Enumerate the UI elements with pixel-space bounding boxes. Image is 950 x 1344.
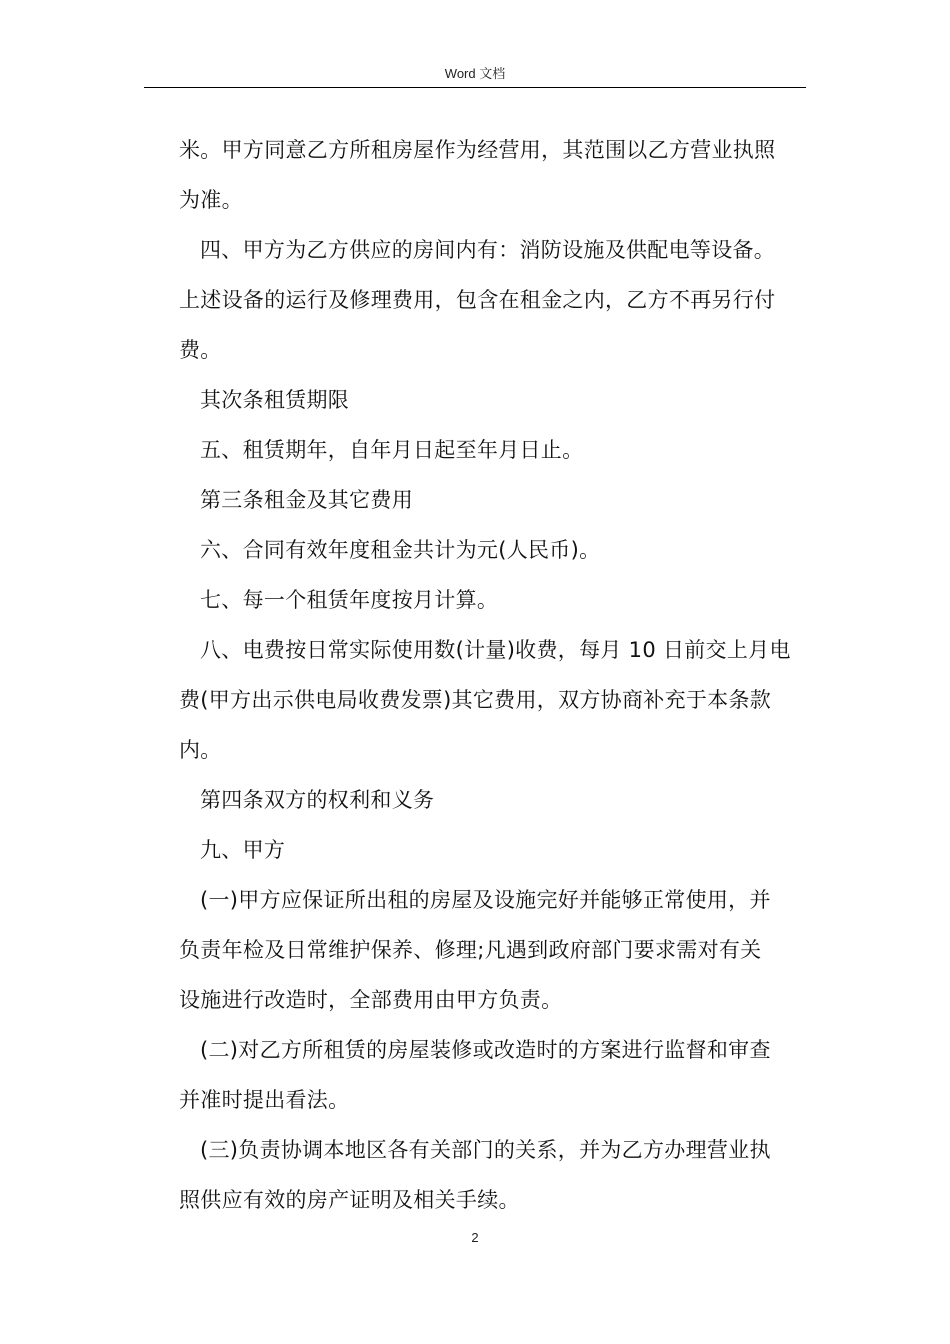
paragraph-line: 米。甲方同意乙方所租房屋作为经营用，其范围以乙方营业执照 <box>179 138 776 162</box>
paragraph-line: 费。 <box>179 338 222 362</box>
paragraph-line: 八、电费按日常实际使用数(计量)收费，每月 10 日前交上月电 <box>200 638 791 662</box>
paragraph-line: 六、合同有效年度租金共计为元(人民币)。 <box>200 538 601 562</box>
paragraph-line: 第三条租金及其它费用 <box>200 488 413 512</box>
header-rule <box>144 87 806 88</box>
paragraph-line: 并准时提出看法。 <box>179 1088 350 1112</box>
paragraph-line: (三)负责协调本地区各有关部门的关系，并为乙方办理营业执 <box>200 1138 771 1162</box>
paragraph-line: 第四条双方的权利和义务 <box>200 788 435 812</box>
paragraph-line: 负责年检及日常维护保养、修理;凡遇到政府部门要求需对有关 <box>179 938 762 962</box>
paragraph-line: 四、甲方为乙方供应的房间内有：消防设施及供配电等设备。 <box>200 238 776 262</box>
page-header: Word 文档 <box>444 66 506 81</box>
paragraph-line: 设施进行改造时，全部费用由甲方负责。 <box>179 988 563 1012</box>
paragraph-line: 费(甲方出示供电局收费发票)其它费用，双方协商补充于本条款 <box>179 688 772 712</box>
paragraph-line: 五、租赁期年，自年月日起至年月日止。 <box>200 438 584 462</box>
paragraph-line: 九、甲方 <box>200 838 286 862</box>
paragraph-line: 照供应有效的房产证明及相关手续。 <box>179 1188 520 1212</box>
paragraph-line: 上述设备的运行及修理费用，包含在租金之内，乙方不再另行付 <box>179 288 776 312</box>
paragraph-line: 其次条租赁期限 <box>200 388 350 412</box>
paragraph-line: 内。 <box>179 738 222 762</box>
page-number: 2 <box>471 1230 479 1245</box>
paragraph-line: 为准。 <box>179 188 243 212</box>
document-body <box>179 125 809 1225</box>
paragraph-line: (二)对乙方所租赁的房屋装修或改造时的方案进行监督和审查 <box>200 1038 771 1062</box>
paragraph-line: (一)甲方应保证所出租的房屋及设施完好并能够正常使用，并 <box>200 888 771 912</box>
paragraph-line: 七、每一个租赁年度按月计算。 <box>200 588 499 612</box>
